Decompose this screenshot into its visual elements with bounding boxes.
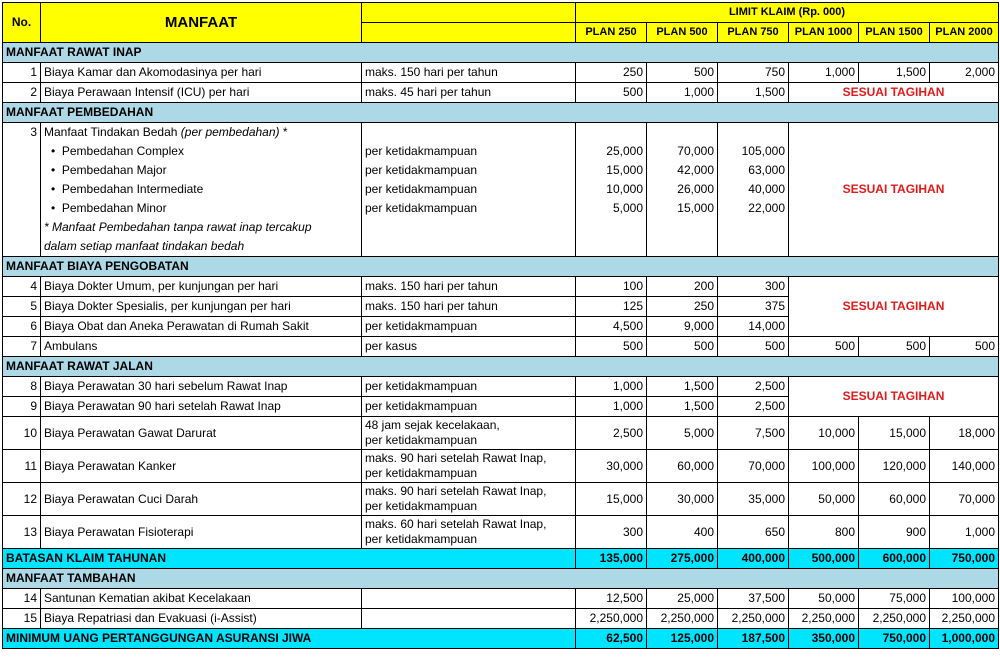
- row-condition: per ketidakmampuan: [362, 397, 576, 417]
- total-row-minimum: [3, 629, 999, 649]
- condition-line: maks. 90 hari setelah Rawat Inap,: [365, 451, 547, 465]
- row-value: [576, 218, 647, 237]
- row-value: 750: [718, 63, 789, 83]
- total-value: 750,000: [859, 629, 930, 649]
- row-value: 800: [789, 516, 859, 549]
- row-value: 30,000: [647, 483, 718, 516]
- row-name: Biaya Perawatan Fisioterapi: [41, 516, 362, 549]
- row-value: 500: [930, 337, 999, 357]
- row-value: 2,250,000: [576, 609, 647, 629]
- row-value: 500: [859, 337, 930, 357]
- row-condition: [362, 417, 576, 450]
- row-value: 15,000: [647, 199, 718, 218]
- total-value: 350,000: [789, 629, 859, 649]
- row-value: 15,000: [576, 483, 647, 516]
- row-no: 1: [3, 63, 41, 83]
- row-condition: [362, 123, 576, 143]
- row-value: 2,500: [576, 417, 647, 450]
- row-condition: [362, 516, 576, 549]
- row-no: 2: [3, 83, 41, 103]
- row-value: 500: [789, 337, 859, 357]
- row-name: Biaya Kamar dan Akomodasinya per hari: [41, 63, 362, 83]
- sesuai-tagihan: SESUAI TAGIHAN: [789, 277, 999, 337]
- row-value: [576, 237, 647, 257]
- row-value: 4,500: [576, 317, 647, 337]
- row-value: [647, 237, 718, 257]
- condition-line: maks. 60 hari setelah Rawat Inap,: [365, 517, 547, 531]
- row-value: [647, 218, 718, 237]
- total-value: 400,000: [718, 549, 789, 569]
- row-value: 15,000: [859, 417, 930, 450]
- section-title: MANFAAT RAWAT INAP: [3, 43, 999, 63]
- row-condition: maks. 150 hari per tahun: [362, 277, 576, 297]
- row-condition: per ketidakmampuan: [362, 317, 576, 337]
- row-no: 8: [3, 377, 41, 397]
- row-value: 2,250,000: [647, 609, 718, 629]
- row-value: 250: [576, 63, 647, 83]
- row-value: 25,000: [576, 142, 647, 161]
- row-value: 50,000: [789, 483, 859, 516]
- row-name: [41, 180, 362, 199]
- total-value: 135,000: [576, 549, 647, 569]
- row-name: Biaya Obat dan Aneka Perawatan di Rumah Sakit: [41, 317, 362, 337]
- row-name: [41, 161, 362, 180]
- table-row: [3, 609, 999, 629]
- row-condition: [362, 450, 576, 483]
- row-no: 7: [3, 337, 41, 357]
- bullet-icon: •: [51, 163, 56, 177]
- row-value: 37,500: [718, 589, 789, 609]
- row-name: [41, 142, 362, 161]
- row-value: [718, 237, 789, 257]
- row-name-text: Manfaat Tindakan Bedah: [44, 125, 178, 139]
- section-tambahan: [3, 569, 999, 589]
- row-value: 500: [576, 337, 647, 357]
- row-name-text: Pembedahan Complex: [61, 144, 184, 158]
- total-value: 125,000: [647, 629, 718, 649]
- row-value: 60,000: [647, 450, 718, 483]
- row-value: 250: [647, 297, 718, 317]
- row-value: 1,000: [789, 63, 859, 83]
- section-title: MANFAAT PEMBEDAHAN: [3, 103, 999, 123]
- row-condition: [362, 609, 576, 629]
- row-value: 2,250,000: [859, 609, 930, 629]
- row-name: Biaya Repatriasi dan Evakuasi (i-Assist): [41, 609, 362, 629]
- row-name: Biaya Dokter Umum, per kunjungan per hari: [41, 277, 362, 297]
- row-no: [3, 199, 41, 218]
- total-value: 62,500: [576, 629, 647, 649]
- row-value: 75,000: [859, 589, 930, 609]
- table-row: [3, 63, 999, 83]
- bullet-icon: •: [51, 144, 56, 158]
- row-value: 60,000: [859, 483, 930, 516]
- total-row-batasan: [3, 549, 999, 569]
- header-plan: PLAN 1500: [859, 23, 930, 43]
- row-value: 2,500: [718, 377, 789, 397]
- row-value: 70,000: [647, 142, 718, 161]
- table-row: [3, 83, 999, 103]
- row-name-text: Pembedahan Intermediate: [61, 182, 204, 196]
- row-condition: [362, 237, 576, 257]
- row-no: [3, 218, 41, 237]
- row-condition: per ketidakmampuan: [362, 377, 576, 397]
- section-pembedahan: [3, 103, 999, 123]
- row-condition: [362, 483, 576, 516]
- row-value: 900: [859, 516, 930, 549]
- row-value: 5,000: [576, 199, 647, 218]
- table-row: [3, 417, 999, 450]
- row-value: 50,000: [789, 589, 859, 609]
- row-value: 1,000: [647, 83, 718, 103]
- row-no: 9: [3, 397, 41, 417]
- row-value: 500: [647, 63, 718, 83]
- row-value: 1,500: [718, 83, 789, 103]
- row-no: [3, 237, 41, 257]
- row-condition: per ketidakmampuan: [362, 180, 576, 199]
- row-value: 40,000: [718, 180, 789, 199]
- row-value: 500: [576, 83, 647, 103]
- row-no: [3, 142, 41, 161]
- row-value: 1,000: [576, 377, 647, 397]
- row-value: 300: [718, 277, 789, 297]
- row-value: 650: [718, 516, 789, 549]
- bullet-icon: •: [51, 182, 56, 196]
- row-no: [3, 180, 41, 199]
- condition-line: per ketidakmampuan: [365, 466, 478, 480]
- header-plan: PLAN 750: [718, 23, 789, 43]
- row-value: 35,000: [718, 483, 789, 516]
- row-name: Biaya Dokter Spesialis, per kunjungan per hari: [41, 297, 362, 317]
- row-name: Biaya Perawatan Cuci Darah: [41, 483, 362, 516]
- row-value: 100,000: [930, 589, 999, 609]
- row-no: 5: [3, 297, 41, 317]
- benefit-table: [2, 2, 999, 649]
- table-row: [3, 450, 999, 483]
- sesuai-tagihan: SESUAI TAGIHAN: [789, 377, 999, 417]
- section-pengobatan: [3, 257, 999, 277]
- row-no: [3, 161, 41, 180]
- row-value: 500: [647, 337, 718, 357]
- section-title: MANFAAT RAWAT JALAN: [3, 357, 999, 377]
- header-row-1: [3, 3, 999, 23]
- row-value: [647, 123, 718, 143]
- table-row: [3, 277, 999, 297]
- condition-line: maks. 90 hari setelah Rawat Inap,: [365, 484, 547, 498]
- total-value: 600,000: [859, 549, 930, 569]
- row-value: 105,000: [718, 142, 789, 161]
- row-value: 10,000: [789, 417, 859, 450]
- row-condition: maks. 150 hari per tahun: [362, 297, 576, 317]
- header-limit: LIMIT KLAIM (Rp. 000): [576, 3, 999, 23]
- row-no: 10: [3, 417, 41, 450]
- row-name-star: *: [279, 125, 288, 139]
- total-label: MINIMUM UANG PERTANGGUNGAN ASURANSI JIWA: [3, 629, 576, 649]
- row-value: 7,500: [718, 417, 789, 450]
- total-value: 750,000: [930, 549, 999, 569]
- row-value: 300: [576, 516, 647, 549]
- row-name-italic: (per pembedahan): [180, 125, 280, 139]
- row-condition: per ketidakmampuan: [362, 161, 576, 180]
- row-value: 10,000: [576, 180, 647, 199]
- row-name: Biaya Perawatan Gawat Darurat: [41, 417, 362, 450]
- row-value: 70,000: [930, 483, 999, 516]
- row-name: [41, 123, 362, 143]
- row-value: [576, 123, 647, 143]
- row-value: 42,000: [647, 161, 718, 180]
- row-condition: per ketidakmampuan: [362, 142, 576, 161]
- section-rawat-jalan: [3, 357, 999, 377]
- row-value: 22,000: [718, 199, 789, 218]
- row-value: 140,000: [930, 450, 999, 483]
- row-no: 14: [3, 589, 41, 609]
- row-value: 15,000: [576, 161, 647, 180]
- table-row: [3, 483, 999, 516]
- row-value: 63,000: [718, 161, 789, 180]
- section-rawat-inap: [3, 43, 999, 63]
- row-value: 2,500: [718, 397, 789, 417]
- row-value: 120,000: [859, 450, 930, 483]
- table-row: [3, 377, 999, 397]
- row-no: 3: [3, 123, 41, 143]
- row-value: 30,000: [576, 450, 647, 483]
- row-name: Biaya Perawatan Kanker: [41, 450, 362, 483]
- row-value: 100,000: [789, 450, 859, 483]
- row-condition: per kasus: [362, 337, 576, 357]
- row-value: 26,000: [647, 180, 718, 199]
- row-value: 125: [576, 297, 647, 317]
- row-no: 11: [3, 450, 41, 483]
- row-value: 500: [718, 337, 789, 357]
- row-name: Ambulans: [41, 337, 362, 357]
- condition-line: per ketidakmampuan: [365, 499, 478, 513]
- row-value: 100: [576, 277, 647, 297]
- header-blank: [362, 3, 576, 23]
- header-no: No.: [3, 3, 41, 43]
- row-value: 25,000: [647, 589, 718, 609]
- row-value: 9,000: [647, 317, 718, 337]
- header-plan: PLAN 1000: [789, 23, 859, 43]
- row-value: 5,000: [647, 417, 718, 450]
- row-condition: [362, 218, 576, 237]
- row-value: 14,000: [718, 317, 789, 337]
- row-no: 15: [3, 609, 41, 629]
- row-value: 1,500: [647, 397, 718, 417]
- total-value: 187,500: [718, 629, 789, 649]
- row-name: Biaya Perawatan 30 hari sebelum Rawat Inap: [41, 377, 362, 397]
- row-name: Biaya Perawaan Intensif (ICU) per hari: [41, 83, 362, 103]
- header-manfaat: MANFAAT: [41, 3, 362, 43]
- row-value: 200: [647, 277, 718, 297]
- row-value: 12,500: [576, 589, 647, 609]
- sesuai-tagihan: SESUAI TAGIHAN: [789, 83, 999, 103]
- row-value: 2,250,000: [930, 609, 999, 629]
- row-name: Biaya Perawatan 90 hari setelah Rawat Inap: [41, 397, 362, 417]
- table-row: [3, 337, 999, 357]
- row-no: 6: [3, 317, 41, 337]
- row-value: 1,000: [930, 516, 999, 549]
- header-plan: PLAN 250: [576, 23, 647, 43]
- row-value: 1,500: [647, 377, 718, 397]
- row-name-text: Pembedahan Minor: [61, 201, 167, 215]
- condition-line: per ketidakmampuan: [365, 433, 478, 447]
- condition-line: per ketidakmampuan: [365, 532, 478, 546]
- row-name: Santunan Kematian akibat Kecelakaan: [41, 589, 362, 609]
- row-no: 12: [3, 483, 41, 516]
- header-blank-2: [362, 23, 576, 43]
- condition-line: 48 jam sejak kecelakaan,: [365, 418, 500, 432]
- row-condition: [362, 589, 576, 609]
- table-row: [3, 123, 999, 143]
- row-value: 1,500: [859, 63, 930, 83]
- row-value: [718, 218, 789, 237]
- total-label: BATASAN KLAIM TAHUNAN: [3, 549, 576, 569]
- header-plan: PLAN 500: [647, 23, 718, 43]
- total-value: 1,000,000: [930, 629, 999, 649]
- table-row: [3, 516, 999, 549]
- row-name-text: Pembedahan Major: [61, 163, 167, 177]
- row-value: 2,000: [930, 63, 999, 83]
- note-line: dalam setiap manfaat tindakan bedah: [41, 237, 362, 257]
- section-title: MANFAAT BIAYA PENGOBATAN: [3, 257, 999, 277]
- row-value: 400: [647, 516, 718, 549]
- row-no: 4: [3, 277, 41, 297]
- row-value: 18,000: [930, 417, 999, 450]
- total-value: 500,000: [789, 549, 859, 569]
- total-value: 275,000: [647, 549, 718, 569]
- row-value: 1,000: [576, 397, 647, 417]
- note-line: * Manfaat Pembedahan tanpa rawat inap tercakup: [41, 218, 362, 237]
- row-value: 70,000: [718, 450, 789, 483]
- bullet-icon: •: [51, 201, 56, 215]
- section-title: MANFAAT TAMBAHAN: [3, 569, 999, 589]
- row-value: 2,250,000: [789, 609, 859, 629]
- row-condition: maks. 150 hari per tahun: [362, 63, 576, 83]
- row-value: 2,250,000: [718, 609, 789, 629]
- row-condition: per ketidakmampuan: [362, 199, 576, 218]
- row-value: 375: [718, 297, 789, 317]
- row-name: [41, 199, 362, 218]
- table-row: [3, 589, 999, 609]
- sesuai-tagihan: SESUAI TAGIHAN: [789, 123, 999, 257]
- row-value: [718, 123, 789, 143]
- header-plan: PLAN 2000: [930, 23, 999, 43]
- row-condition: maks. 45 hari per tahun: [362, 83, 576, 103]
- row-no: 13: [3, 516, 41, 549]
